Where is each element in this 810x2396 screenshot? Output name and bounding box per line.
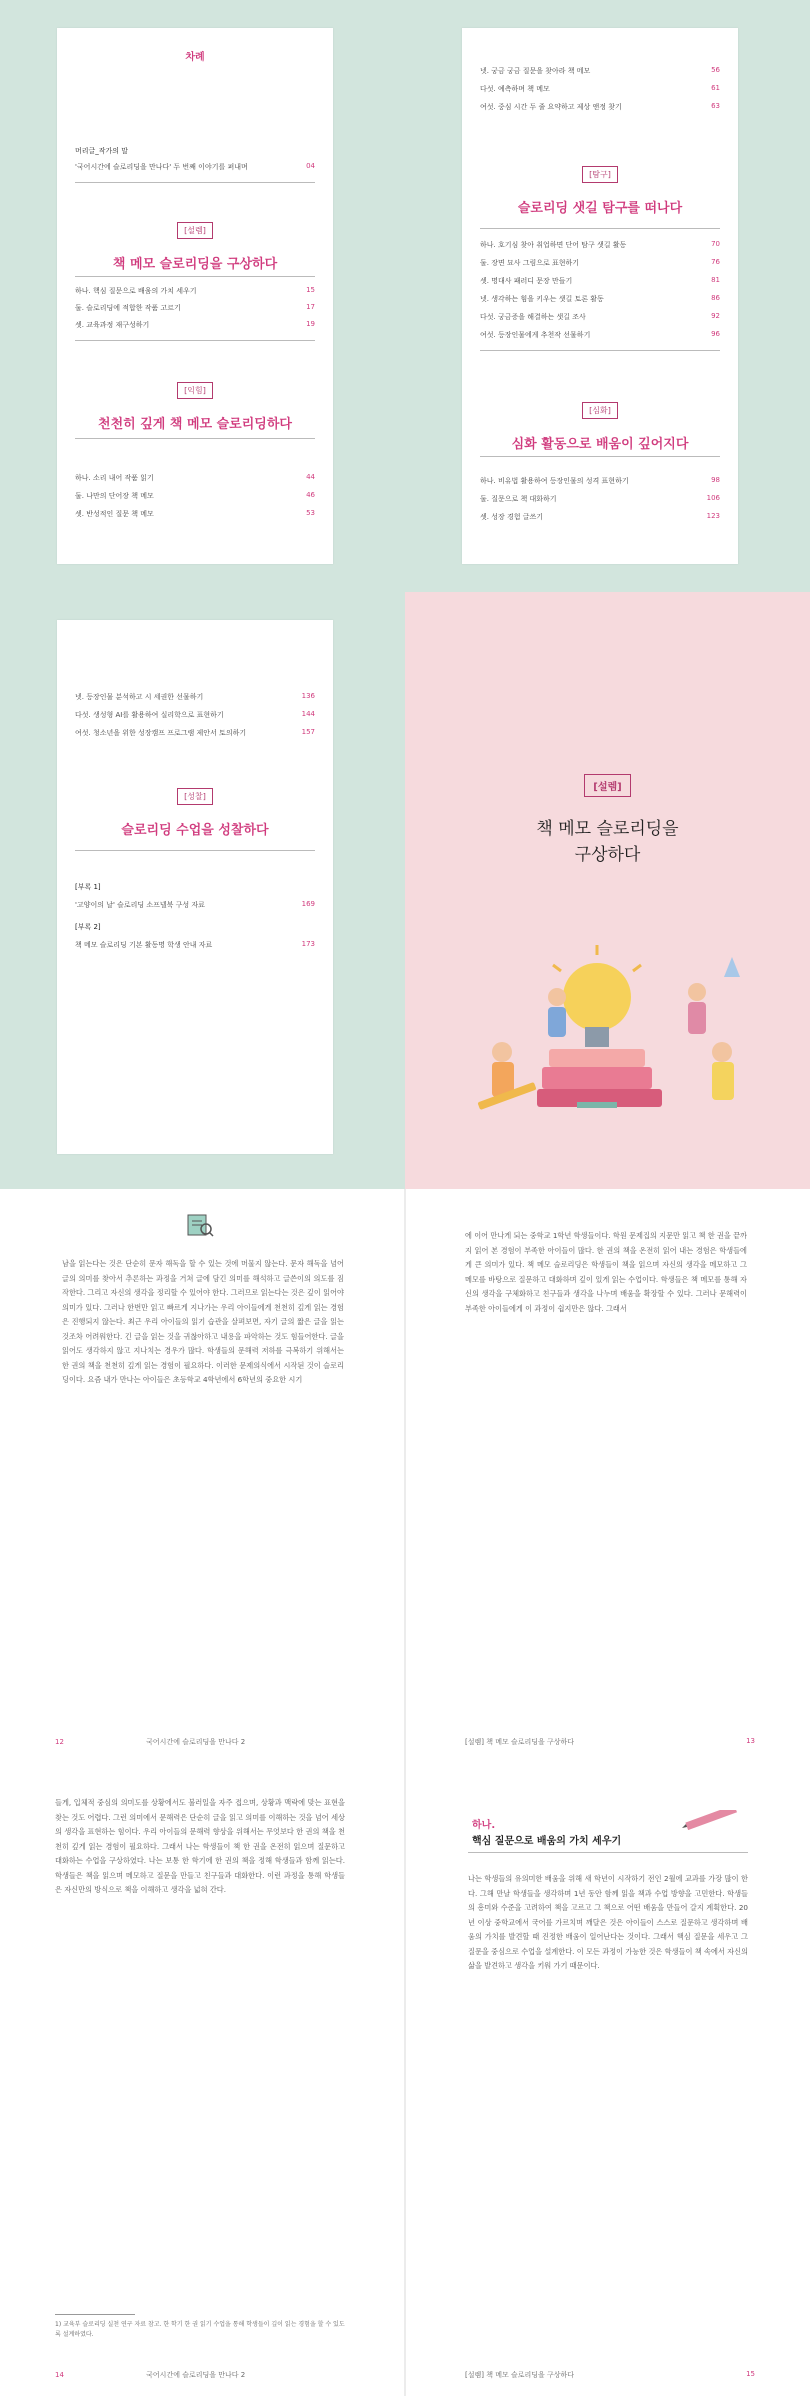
toc-line[interactable]: 여섯. 등장인물에게 추천작 선물하기 96 [480,330,720,339]
book-search-icon [186,1211,214,1237]
section-tag: [탐구] [582,166,618,183]
spine-shadow [404,1786,406,2396]
section-header [57,378,333,432]
section-title: 천천히 깊게 책 메모 슬로리딩하다 [98,417,292,432]
chapter-tag: [설렘] [584,774,630,797]
toc-line[interactable]: 책 메모 슬로리딩 기본 활동명 학생 안내 자료 173 [75,940,315,949]
toc-line[interactable]: 다섯. 생성형 AI를 활용하여 실리학으로 표현하기 144 [75,710,315,719]
page-number: 12 [55,1738,64,1746]
toc-line[interactable]: 둘. 나만의 단어장 책 메모 46 [75,491,315,500]
toc-page-right [462,28,738,564]
appendix-head: [부록 2] [75,923,101,931]
toc-line[interactable]: 넷. 궁금 궁금 질문을 찾아라 책 메모 56 [480,66,720,75]
divider [75,276,315,277]
footer-right [465,1737,755,1747]
section-title: 슬로리딩 샛길 탐구를 떠나다 [517,201,683,216]
toc-head-preface: 머리글_작가의 말 [75,147,129,155]
section-title: 슬로리딩 수업을 성찰하다 [121,823,269,838]
toc-line[interactable]: '국어시간에 슬로리딩을 만나다' 두 번째 이야기를 펴내며 04 [75,162,315,171]
lightbulb-icon [563,963,631,1031]
mid-spread-band [0,592,810,1189]
toc-line[interactable]: 셋. 교육과정 재구성하기 19 [75,320,315,329]
text-spread-1 [0,1189,810,1786]
section-header [462,162,738,216]
chapter-opener [405,592,810,1189]
person-icon [688,983,706,1001]
person-icon [548,988,566,1006]
section-tag: [익힘] [177,382,213,399]
book-icon [549,1049,645,1067]
divider [75,182,315,183]
rocket-icon [724,957,740,977]
toc-line[interactable]: 넷. 등장인물 분석하고 시 세권한 선물하기 136 [75,692,315,701]
toc-line[interactable]: 여섯. 청소년을 위한 성장캠프 프로그램 제안서 토의하기 157 [75,728,315,737]
toc-line[interactable]: 넷. 생각하는 힘을 키우는 샛길 토론 활동 86 [480,294,720,303]
book-icon [577,1102,617,1108]
spine-shadow [404,1189,406,1786]
toc-line[interactable]: 둘. 질문으로 책 대화하기 106 [480,494,720,503]
toc-page-continued [57,620,333,1154]
divider [75,340,315,341]
section-tag: [설렘] [177,222,213,239]
section-title: 책 메모 슬로리딩을 구상하다 [112,257,278,272]
footer-left [55,2370,355,2380]
running-title: 국어시간에 슬로리딩을 만나다 2 [146,2371,246,2379]
toc-line[interactable]: '고양이의 날' 슬로리딩 소프넬북 구성 자료 169 [75,900,315,909]
page-number: 15 [746,2370,755,2378]
person-icon [712,1042,732,1062]
heading-rule [468,1852,748,1853]
toc-line[interactable]: 둘. 슬로리딩에 적합한 작품 고르기 17 [75,303,315,312]
running-title: 국어시간에 슬로리딩을 만나다 2 [146,1738,246,1746]
divider [480,228,720,229]
page-number: 14 [55,2371,64,2379]
page-number: 13 [746,1737,755,1745]
footer-right [465,2370,755,2380]
text-spread-2 [0,1786,810,2396]
toc-line[interactable]: 다섯. 궁금증을 해결하는 샛길 조사 92 [480,312,720,321]
divider [480,350,720,351]
toc-line[interactable]: 셋. 반성적인 질문 책 메모 53 [75,509,315,518]
body-text-page-14: 들게, 입체적 중심의 의미도를 상황에서도 불러일을 자주 접으며, 상황과 맥락에 맞는 표현을 찾는 것도 어렵다. 그런 의미에서 문해력은 단순히 글을 읽고 의미를 이해하는 것을 넘어 세상의 생각을 표현하는 힘이다. 우리 아이들의 문해력 향상을 위해서는 무엇보다 한 권의 책을 천천히 깊게 읽는 경험이 필요하다. 그래서 나는 학생들이 책 한 권을 온전히 읽으며 질문하고 대화하는 수업을 구상하였다. 나는 보통 한 학기에 한 권의 책을 정해 학생들과 함께 읽는다. 학생들은 책을 읽으며 메모하고 질문을 만들고 친구들과 대화한다. 이런 과정을 통해 학생들은 자신만의 방식으로 책을 이해하고 생각을 넓혀 간다. [55,1798,345,1894]
chapter-title-line1: 책 메모 슬로리딩을 [536,819,679,839]
divider [75,850,315,851]
divider [480,456,720,457]
heading-title: 핵심 질문으로 배움의 가치 세우기 [472,1836,622,1847]
section-tag: [심화] [582,402,618,419]
book-icon [542,1067,652,1089]
pencil-icon [680,1810,740,1830]
toc-page-left [57,28,333,564]
footnote: 1) 교육부 슬로리딩 실천 연구 자료 참고. 한 학기 한 권 읽기 수업을 통해 학생들이 깊이 읽는 경험을 할 수 있도록 설계하였다. [55,2321,345,2338]
toc-spread-band [0,0,810,592]
section-header [57,784,333,838]
toc-line[interactable]: 하나. 소리 내어 작품 읽기 44 [75,473,315,482]
section-header [57,218,333,272]
toc-line[interactable]: 여섯. 중심 시간 두 줄 요약하고 제상 앤정 찾기 63 [480,102,720,111]
body-text-page-15: 나는 학생들의 유의미한 배움을 위해 새 학년이 시작하기 전인 2월에 교과를 가장 많이 한다. 그해 만날 학생들을 생각하며 1년 동안 함께 읽을 책과 수업 방향을 고민한다. 학생들의 흥미와 수준을 고려하여 책을 고르고 그 책으로 어떤 배움을 만들어 갈지 계획한다. 20년 이상 중학교에서 국어를 가르치며 깨달은 것은 아이들이 스스로 질문하고 생각하며 배움의 가치를 발견할 때 진정한 배움이 일어난다는 것이다. 그래서 핵심 질문을 세우고 그 질문을 중심으로 수업을 설계한다. 이 모든 과정이 가능한 것은 학생들이 책 속에서 자신의 삶을 발견하고 생각을 키워 가기 때문이다. [468,1874,748,1970]
chapter-title-line2: 구상하다 [574,845,641,865]
running-title: [설렘] 책 메모 슬로리딩을 구상하다 [465,2371,575,2379]
toc-line[interactable]: 셋. 명대사 패러디 문장 만들기 81 [480,276,720,285]
appendix-head: [부록 1] [75,883,101,891]
toc-line[interactable]: 셋. 성장 경험 글쓰기 123 [480,512,720,521]
footer-left [55,1737,355,1747]
toc-line[interactable]: 다섯. 예측하며 책 메모 61 [480,84,720,93]
heading-number: 하나. [472,1820,496,1831]
toc-title: 차례 [185,52,205,63]
toc-line[interactable]: 하나. 비유법 활용하여 등장인물의 성격 표현하기 98 [480,476,720,485]
footnote-rule [55,2314,135,2315]
section-header [462,398,738,452]
person-icon [492,1042,512,1062]
chapter-tag-wrap [405,774,810,797]
toc-line[interactable]: 둘. 장면 묘사 그림으로 표현하기 76 [480,258,720,267]
body-text-page-12: 남을 읽는다는 것은 단순히 문자 해독을 할 수 있는 것에 머물지 않는다. 문자 해독을 넘어 글의 의미를 찾아서 추론하는 과정을 거쳐 글에 담긴 의미를 해석하고 글쓴이의 의도를 짐작한다. 그리고 자신의 생각을 정리할 수 있어야 한다. 그러므로 읽는다는 것은 깊이 읽어야 의미가 있다. 그러나 한번만 읽고 빠르게 지나가는 우리 아이들에게 천천히 깊게 읽는 경험은 진행되지 않는다. 최근 우리 아이들의 읽기 습관을 살펴보면, 자기 글의 짧은 글을 읽는 것조차 어려워한다. 긴 글을 읽는 것을 귀찮아하고 내용을 파악하는 것도 힘들어한다. 글을 읽어도 생각하지 않고 지나치는 경우가 많다. 학생들의 문해력 저하를 극복하기 위해서는 한 권의 책을 천천히 깊게 읽는 경험이 필요하다. 이러한 문제의식에서 시작된 것이 슬로리딩이다. 요즘 내가 만나는 아이들은 초등학교 4학년에서 6학년의 중요한 시기 [62,1259,344,1384]
divider [75,438,315,439]
illustration [457,937,757,1127]
toc-line[interactable]: 하나. 핵심 질문으로 배움의 가치 세우기 15 [75,286,315,295]
running-title: [설렘] 책 메모 슬로리딩을 구상하다 [465,1738,575,1746]
section-tag: [성찰] [177,788,213,805]
body-text-page-13: 에 이어 만나게 되는 중학교 1학년 학생들이다. 학원 문제집의 지문만 읽고 책 한 권을 끝까지 읽어 본 경험이 부족한 아이들이 많다. 한 권의 책을 온전히 읽어 내는 경험은 학생들에게 큰 의미가 있다. 책 메모 슬로리딩은 학생들이 책을 읽으며 자신의 생각을 메모하고 그 메모를 바탕으로 질문하고 대화하며 깊이 있게 읽는 수업이다. 학생들은 책 메모를 통해 자신의 생각을 구체화하고 친구들과 생각을 나누며 배움을 확장할 수 있다. 그러나 문해력이 부족한 아이들에게 이 과정이 쉽지만은 않다. 그래서 [465,1231,747,1313]
section-title: 심화 활동으로 배움이 깊어지다 [511,437,689,452]
toc-line[interactable]: 하나. 호기심 찾아 취업하면 단어 탐구 샛길 활동 70 [480,240,720,249]
